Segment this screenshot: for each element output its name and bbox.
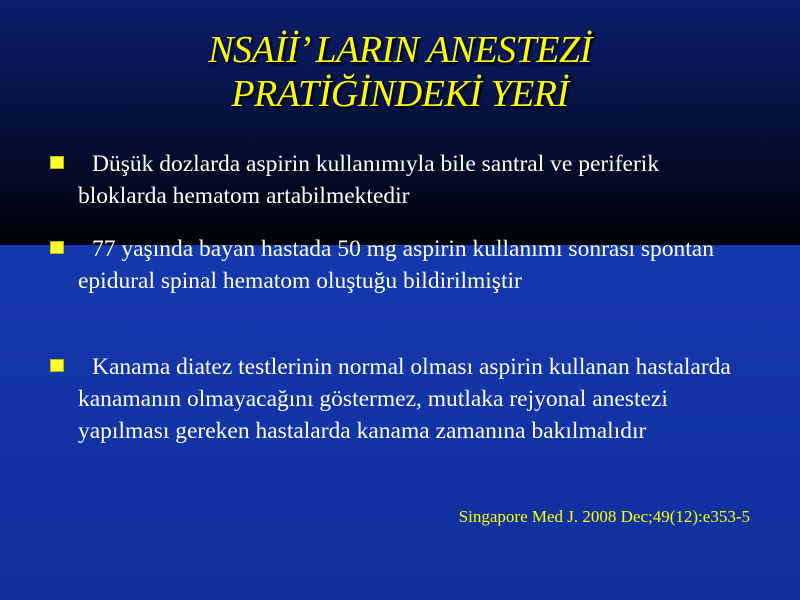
square-bullet-icon: [50, 156, 64, 169]
bullet-item-2: 77 yaşında bayan hastada 50 mg aspirin kullanımı sonrası spontan epidural spinal hematom oluştuğu bildirilmiştir: [78, 236, 714, 294]
slide-title-line-1: NSAİİ’ LARIN ANESTEZİ: [208, 29, 592, 71]
square-bullet-icon: [50, 359, 64, 372]
bullet-item-1: Düşük dozlarda aspirin kullanımıyla bile santral ve periferik bloklarda hematom artabilmektedir: [78, 151, 660, 209]
slide-title: [0, 28, 800, 116]
reference-citation: Singapore Med J. 2008 Dec;49(12):e353-5: [458, 507, 750, 526]
square-bullet-icon: [50, 241, 64, 254]
slide-title-line-2: PRATİĞİNDEKİ YERİ: [231, 73, 569, 115]
bullet-item-3: Kanama diatez testlerinin normal olması aspirin kullanan hastalarda kanamanın olmayacağını göstermez, mutlaka rejyonal anestezi yapılması gereken hastalarda kanama zamanına bakılmalıdır: [78, 354, 731, 444]
